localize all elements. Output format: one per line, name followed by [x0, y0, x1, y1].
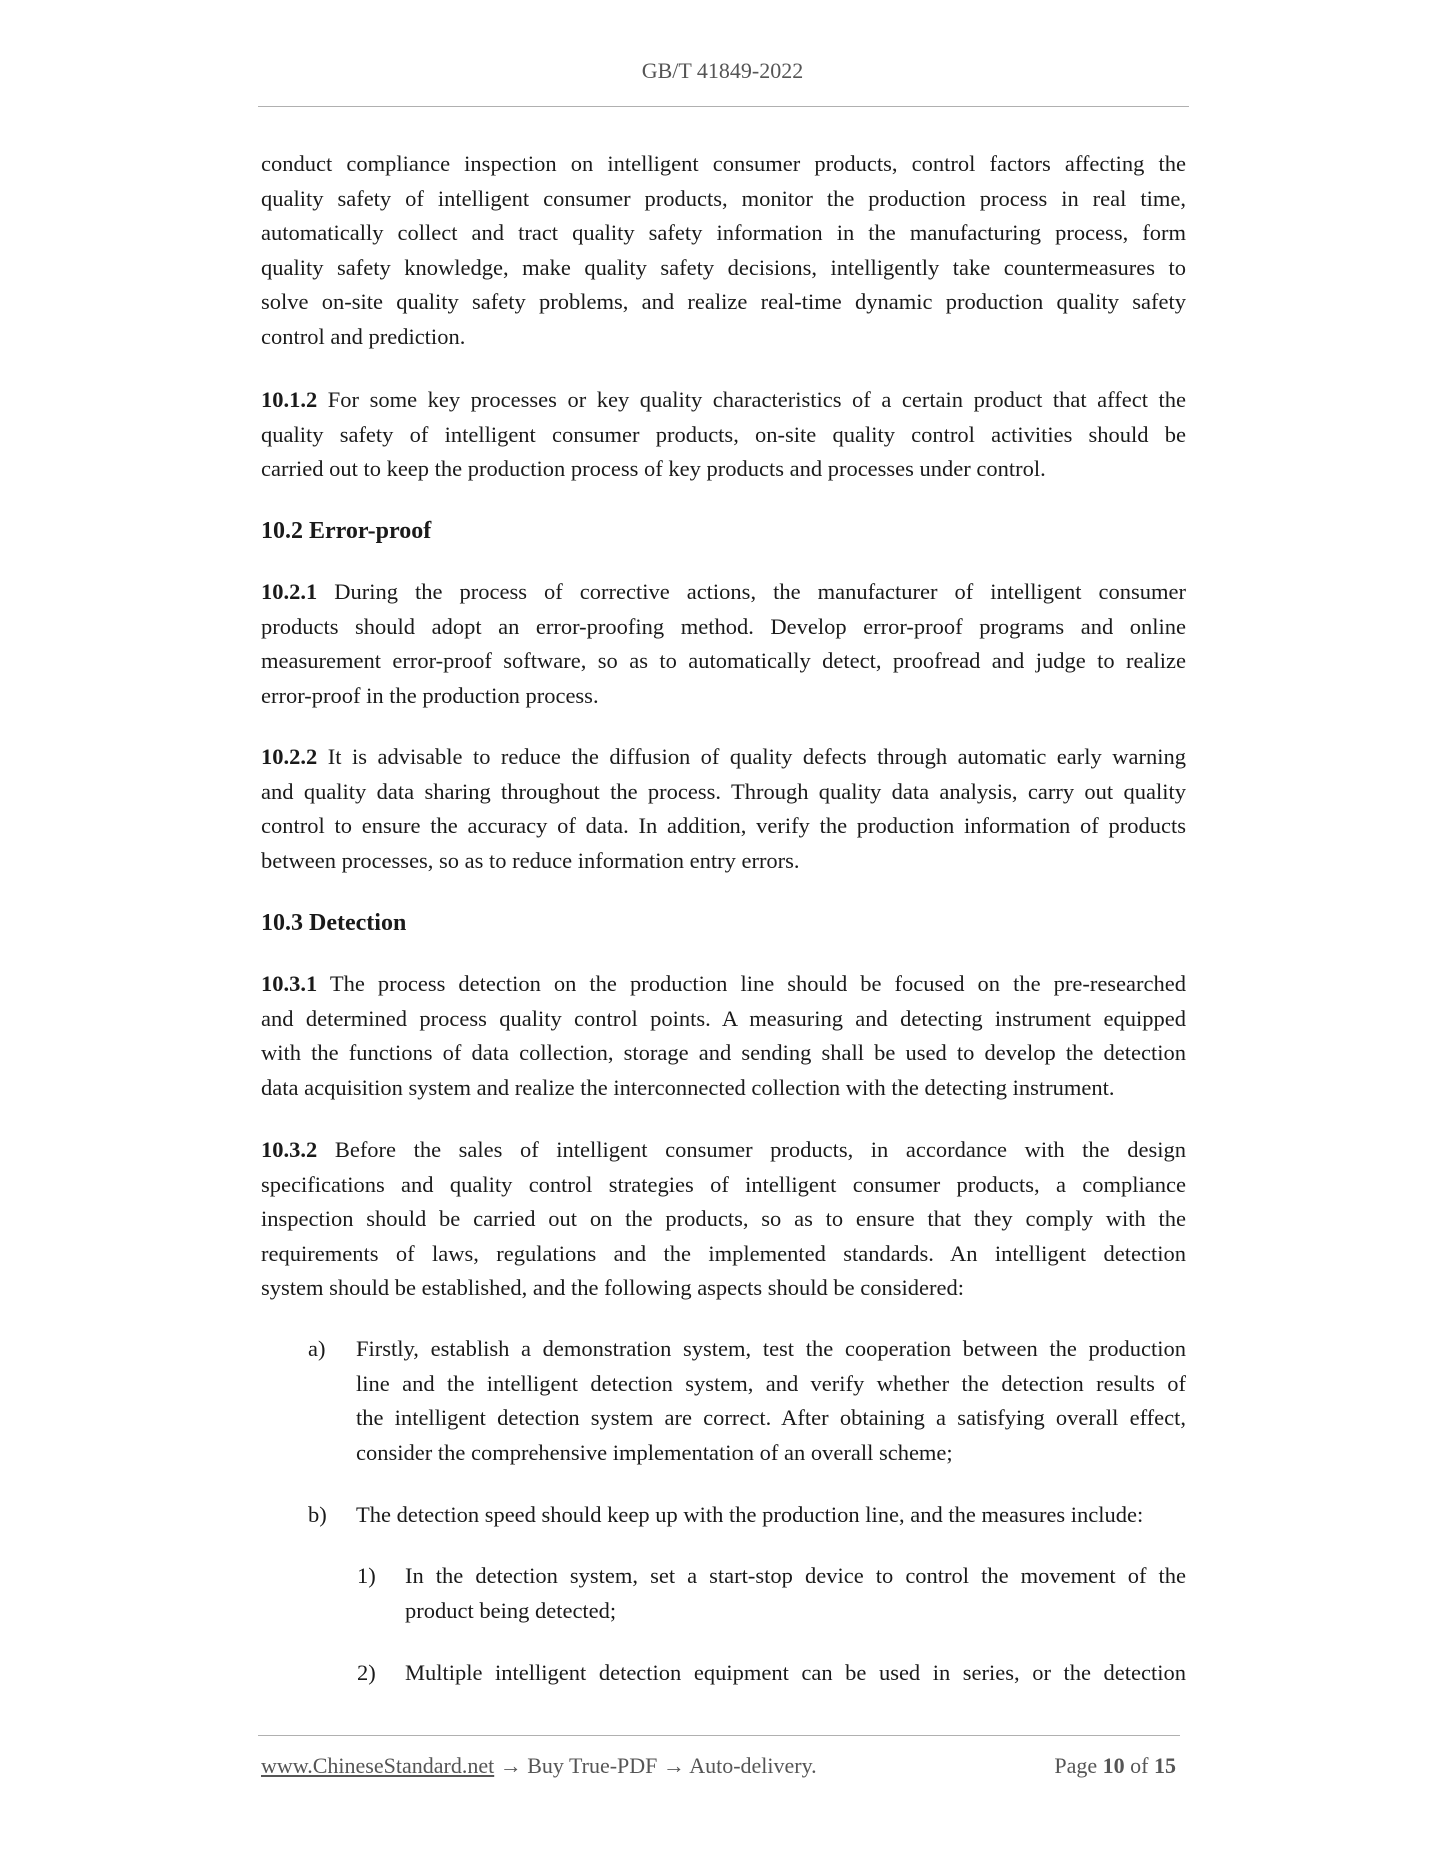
clause-number: 10.2.1	[261, 579, 318, 604]
list-item	[308, 1498, 1196, 1533]
line-text: products should adopt an error-proofing method. Develop error-proof programs and online	[261, 613, 1186, 639]
text-line	[261, 1036, 1186, 1071]
line-text: quality safety of intelligent consumer products, on-site quality control activities should be	[261, 421, 1186, 447]
text-line	[261, 644, 1186, 679]
text-line	[261, 1237, 1186, 1272]
section-heading: 10.3 Detection	[261, 910, 407, 936]
text-line	[261, 320, 1186, 355]
paragraph	[261, 575, 1186, 713]
paragraph	[261, 383, 1186, 487]
text-line	[261, 575, 1186, 610]
text-line	[261, 1071, 1186, 1106]
line-text: system should be established, and the following aspects should be considered:	[261, 1275, 964, 1301]
line-text: During the process of corrective actions, the manufacturer of intelligent consumer	[317, 579, 1186, 604]
list-item	[357, 1559, 1186, 1628]
paragraph	[261, 740, 1186, 878]
line-text: Multiple intelligent detection equipment can be used in series, or the detection	[405, 1660, 1186, 1685]
line-text: line and the intelligent detection system, and verify whether the detection results of	[356, 1370, 1186, 1396]
line-text: specifications and quality control strategies of intelligent consumer products, a compliance	[261, 1171, 1186, 1197]
line-text: control and prediction.	[261, 323, 466, 349]
line-text: consider the comprehensive implementation of an overall scheme;	[356, 1439, 953, 1465]
list-marker: b)	[308, 1502, 327, 1527]
line-text: and determined process quality control points. A measuring and detecting instrument equipped	[261, 1005, 1186, 1031]
list-marker: 1)	[357, 1563, 376, 1588]
text-line	[261, 844, 1186, 879]
text-line	[261, 1168, 1186, 1203]
list-marker: a)	[308, 1336, 326, 1361]
list-item	[357, 1656, 1186, 1691]
text-line	[356, 1401, 1186, 1436]
line-text: data acquisition system and realize the interconnected collection with the detecting instrument.	[261, 1074, 1115, 1100]
text-line	[261, 383, 1186, 418]
line-text: carried out to keep the production process of key products and processes under control.	[261, 456, 1046, 482]
text-line	[261, 147, 1186, 182]
line-text: product being detected;	[405, 1597, 617, 1623]
line-text: error-proof in the production process.	[261, 682, 599, 708]
footer-divider	[258, 1735, 1180, 1736]
clause-number: 10.3.2	[261, 1137, 318, 1162]
line-text: solve on-site quality safety problems, and realize real-time dynamic production quality safety	[261, 289, 1186, 315]
paragraph	[261, 1133, 1186, 1306]
clause-number: 10.2.2	[261, 744, 318, 769]
line-text: Firstly, establish a demonstration system, test the cooperation between the production	[356, 1336, 1186, 1361]
line-text: quality safety knowledge, make quality safety decisions, intelligently take countermeasures to	[261, 254, 1186, 280]
clause-number: 10.3.1	[261, 971, 318, 996]
text-line	[356, 1367, 1186, 1402]
line-text: measurement error-proof software, so as to automatically detect, proofread and judge to realize	[261, 648, 1186, 674]
clause-number: 10.1.2	[261, 387, 318, 412]
text-line	[261, 452, 1186, 487]
line-text: It is advisable to reduce the diffusion of quality defects through automatic early warning	[317, 744, 1186, 769]
text-line	[261, 740, 1186, 775]
page-number: 10	[1102, 1753, 1125, 1778]
text-line	[261, 775, 1186, 810]
text-line	[405, 1559, 1186, 1594]
list-marker: 2)	[357, 1660, 376, 1685]
line-text: the intelligent detection system are correct. After obtaining a satisfying overall effect,	[356, 1405, 1186, 1431]
line-text: requirements of laws, regulations and the implemented standards. An intelligent detection	[261, 1240, 1186, 1266]
text-line	[405, 1656, 1186, 1691]
paragraph	[261, 147, 1186, 355]
text-line	[261, 679, 1186, 714]
text-line	[261, 1133, 1186, 1168]
page-indicator	[1054, 1753, 1176, 1779]
website-link[interactable]: www.ChineseStandard.net	[261, 1753, 495, 1778]
page-word: Page	[1054, 1753, 1098, 1778]
header-divider	[258, 106, 1189, 107]
text-line	[261, 1202, 1186, 1237]
footer-trail: → Buy True-PDF → Auto-delivery.	[494, 1753, 817, 1778]
line-text: between processes, so as to reduce information entry errors.	[261, 847, 800, 873]
line-text: and quality data sharing throughout the process. Through quality data analysis, carry out quality	[261, 778, 1186, 804]
list-item	[308, 1332, 1186, 1470]
line-text: For some key processes or key quality characteristics of a certain product that affect the	[317, 387, 1186, 412]
text-line	[356, 1498, 1196, 1533]
text-line	[356, 1332, 1186, 1367]
text-line	[261, 1271, 1186, 1306]
text-line	[261, 1002, 1186, 1037]
line-text: automatically collect and tract quality safety information in the manufacturing process, form	[261, 220, 1186, 246]
line-text: control to ensure the accuracy of data. In addition, verify the production information of products	[261, 813, 1186, 839]
line-text: In the detection system, set a start-stop device to control the movement of the	[405, 1563, 1186, 1588]
text-line	[356, 1436, 1186, 1471]
line-text: inspection should be carried out on the products, so as to ensure that they comply with the	[261, 1206, 1186, 1232]
text-line	[261, 251, 1186, 286]
section-heading: 10.2 Error-proof	[261, 518, 432, 544]
text-line	[261, 182, 1186, 217]
text-line	[261, 418, 1186, 453]
line-text: The process detection on the production line should be focused on the pre-researched	[317, 971, 1186, 996]
text-line	[261, 216, 1186, 251]
text-line	[261, 967, 1186, 1002]
document-header: GB/T 41849-2022	[641, 58, 804, 83]
text-line	[261, 285, 1186, 320]
line-text: Before the sales of intelligent consumer products, in accordance with the design	[317, 1137, 1186, 1162]
text-line	[261, 809, 1186, 844]
footer-links	[261, 1753, 817, 1779]
page-total: 15	[1154, 1753, 1176, 1778]
paragraph	[261, 967, 1186, 1105]
line-text: quality safety of intelligent consumer products, monitor the production process in real time,	[261, 185, 1186, 211]
line-text: conduct compliance inspection on intelligent consumer products, control factors affecting the	[261, 151, 1186, 176]
text-line	[405, 1594, 1186, 1629]
line-text: with the functions of data collection, storage and sending shall be used to develop the detection	[261, 1040, 1186, 1066]
of-word: of	[1130, 1753, 1149, 1778]
line-text: The detection speed should keep up with the production line, and the measures include:	[356, 1502, 1144, 1527]
text-line	[261, 610, 1186, 645]
